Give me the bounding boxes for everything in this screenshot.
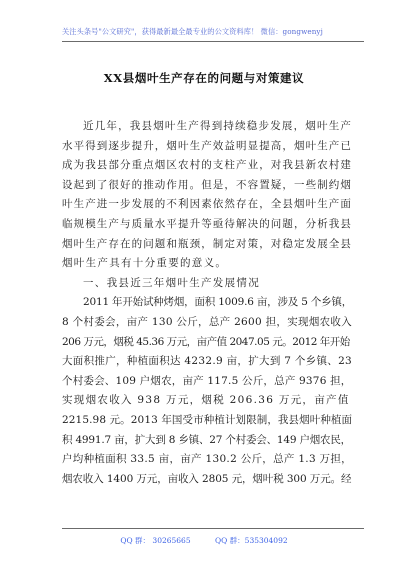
body-line: 成为我县部分重点烟区农村的支柱产业，对我县新农村建: [62, 159, 352, 172]
header-banner: 关注头条号"公文研究"，获得最新最全最专业的公文资料库！ 微信：gongwenyj: [62, 27, 323, 36]
footer-qq-group-1: QQ 群： 30265665: [120, 536, 191, 545]
body-text: [62, 117, 352, 489]
body-line: 烟农收入 1400 万元，亩收入 2805 元，烟叶税 300 万元。经: [62, 472, 352, 485]
body-line: 烟叶生产存在的问题和瓶颈，制定对策，对稳定发展全县: [62, 237, 352, 250]
body-line: 实现烟农收入 938 万元，烟税 206.36 万元，亩产值: [62, 394, 350, 407]
header-divider: [62, 41, 364, 42]
document-title: XX县烟叶生产存在的问题与对策建议: [103, 71, 305, 85]
body-line: 积 4991.7 亩，扩大到 8 乡镇、27 个村委会、149 户烟农民，: [62, 433, 351, 446]
body-line: 8 个村委会，亩产 130 公斤，总产 2600 担，实现烟农收入: [62, 315, 353, 328]
body-line: 户均种植面积 33.5 亩，亩产 130.2 公斤，总产 1.3 万担，: [62, 453, 352, 466]
body-line: 烟叶生产具有十分重要的意义。: [62, 257, 228, 270]
body-line: 2215.98 元。2013 年国受市种植计划限制，我县烟叶种植面: [62, 413, 353, 426]
footer: [0, 535, 408, 546]
body-line: 206 万元，烟税 45.36 万元，亩产值 2047.05 元。2012 年开始: [62, 335, 350, 348]
body-line: 叶生产进一步发展的不利因素依然存在，全县烟叶生产面: [62, 198, 352, 211]
footer-divider: [62, 528, 364, 529]
body-line: 设起到了很好的推动作用。但是，不容置疑，一些制约烟: [62, 178, 352, 191]
body-line: 个村委会、109 户烟农，亩产 117.5 公斤，总产 9376 担，: [62, 374, 352, 387]
body-line: 一、我县近三年烟叶生产发展情况: [83, 276, 260, 289]
body-line: 2011 年开始试种烤烟，面积 1009.6 亩，涉及 5 个乡镇，: [83, 296, 353, 309]
body-line: 大面积推广，种植面积达 4232.9 亩，扩大到 7 个乡镇、23: [62, 355, 353, 368]
body-line: 近几年，我县烟叶生产得到持续稳步发展，烟叶生产: [83, 120, 353, 132]
footer-qq-group-2: QQ 群：535304092: [215, 536, 288, 545]
body-line: 水平得到逐步提升，烟叶生产效益明显提高，烟叶生产已: [62, 139, 352, 152]
body-line: 临规模生产与质量水平提升等亟待解决的问题，分析我县: [62, 217, 352, 230]
